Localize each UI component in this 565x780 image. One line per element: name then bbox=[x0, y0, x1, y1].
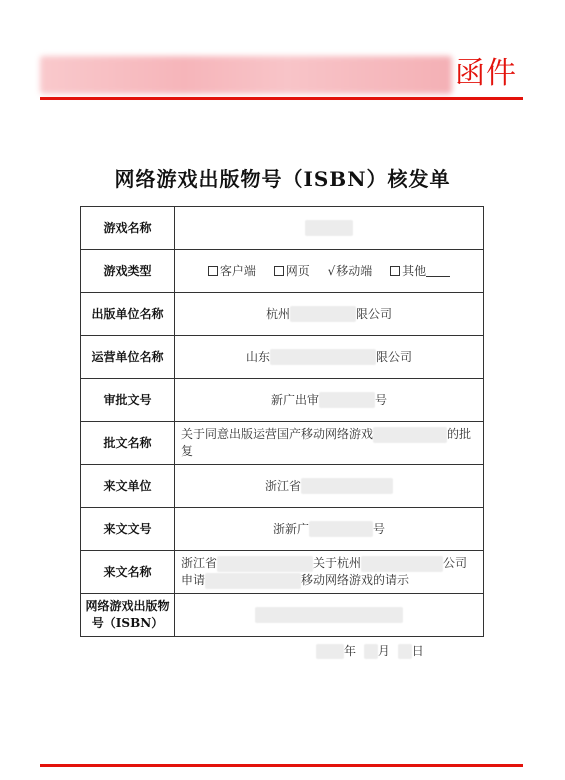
row-sender-no bbox=[81, 508, 484, 551]
other-blank-line bbox=[426, 265, 450, 277]
redacted-year bbox=[316, 644, 344, 659]
row-isbn bbox=[81, 594, 484, 637]
sender-no-label: 来文文号 bbox=[81, 508, 175, 551]
redacted-game-name bbox=[305, 220, 353, 236]
redacted-header-org bbox=[40, 56, 452, 94]
row-operator bbox=[81, 336, 484, 379]
redacted-day bbox=[398, 644, 412, 659]
row-approval-no bbox=[81, 379, 484, 422]
redacted-month bbox=[364, 644, 378, 659]
sender-label: 来文单位 bbox=[81, 465, 175, 508]
checkbox-icon bbox=[390, 266, 400, 276]
checkbox-icon bbox=[274, 266, 284, 276]
row-sender-doc bbox=[81, 551, 484, 594]
option-other: 其他 bbox=[390, 263, 450, 280]
redacted-company bbox=[361, 556, 443, 572]
isbn-value bbox=[175, 594, 484, 637]
row-game-name bbox=[81, 207, 484, 250]
redacted-game-title bbox=[205, 573, 301, 589]
option-mobile: √移动端 bbox=[327, 263, 373, 278]
row-game-type bbox=[81, 250, 484, 293]
header-title: 函件 bbox=[455, 56, 517, 91]
approval-no-label: 审批文号 bbox=[81, 379, 175, 422]
isbn-form-table bbox=[80, 206, 484, 637]
game-type-label: 游戏类型 bbox=[81, 250, 175, 293]
operator-label: 运营单位名称 bbox=[81, 336, 175, 379]
header-red-rule bbox=[40, 97, 523, 100]
sender-doc-value: 浙江省 关于杭州 公司 申请 移动网络游戏的请示 bbox=[175, 551, 484, 594]
sender-doc-label: 来文名称 bbox=[81, 551, 175, 594]
game-name-value bbox=[175, 207, 484, 250]
document-title: 网络游戏出版物号（ISBN）核发单 bbox=[114, 167, 451, 191]
approval-name-label: 批文名称 bbox=[81, 422, 175, 465]
redacted-isbn bbox=[255, 607, 403, 623]
redacted-approval-no bbox=[319, 392, 375, 408]
option-web: 网页 bbox=[274, 263, 310, 280]
game-type-options bbox=[175, 250, 484, 293]
row-publisher bbox=[81, 293, 484, 336]
redacted-sender-org bbox=[217, 556, 313, 572]
redacted-publisher bbox=[290, 306, 356, 322]
redacted-sender-no bbox=[309, 521, 373, 537]
game-name-label: 游戏名称 bbox=[81, 207, 175, 250]
sender-no-value: 浙新广 号 bbox=[175, 508, 484, 551]
row-sender bbox=[81, 465, 484, 508]
publisher-value: 杭州 限公司 bbox=[175, 293, 484, 336]
option-client: 客户端 bbox=[208, 263, 256, 280]
approval-name-value: 关于同意出版运营国产移动网络游戏 的批复 bbox=[175, 422, 484, 465]
row-approval-name bbox=[81, 422, 484, 465]
operator-value: 山东 限公司 bbox=[175, 336, 484, 379]
publisher-label: 出版单位名称 bbox=[81, 293, 175, 336]
approval-no-value: 新广出审 号 bbox=[175, 379, 484, 422]
checkbox-icon bbox=[208, 266, 218, 276]
check-mark-icon: √ bbox=[327, 263, 336, 278]
redacted-operator bbox=[270, 349, 376, 365]
redacted-sender bbox=[301, 478, 393, 494]
redacted-game-title bbox=[373, 427, 447, 443]
isbn-label: 网络游戏出版物号（ISBN） bbox=[81, 594, 175, 637]
sender-value: 浙江省 bbox=[175, 465, 484, 508]
footer-red-rule bbox=[40, 764, 523, 767]
issue-date: 年 月 日 bbox=[316, 642, 424, 659]
